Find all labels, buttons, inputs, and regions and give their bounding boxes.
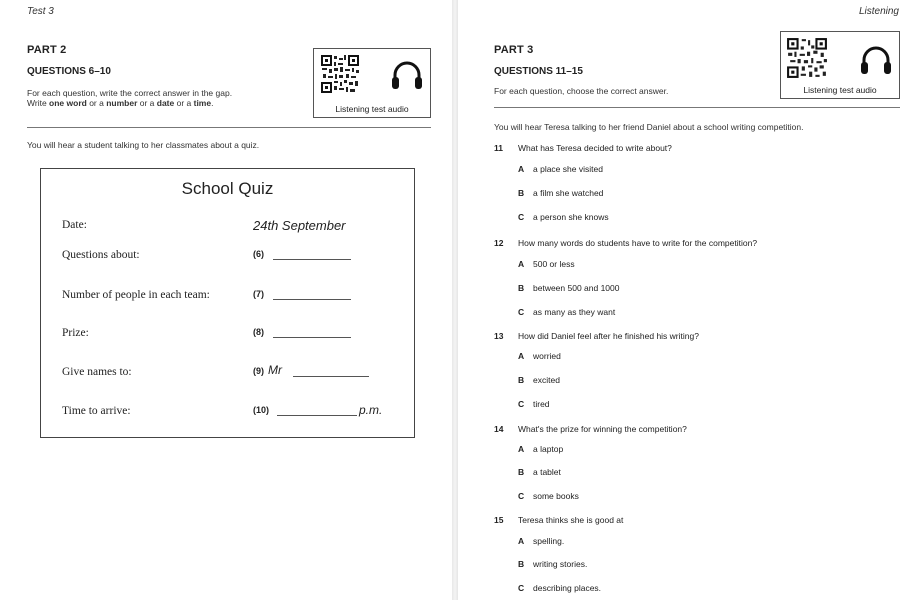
question-11-number: 11	[494, 143, 503, 153]
form-value-date: 24th September	[253, 218, 346, 233]
part-2-instruction-1: For each question, write the correct answer in the gap.	[27, 88, 233, 98]
left-page	[0, 0, 452, 600]
part-3-instruction: For each question, choose the correct answer.	[494, 86, 669, 96]
divider-left	[27, 127, 431, 128]
form-label-questions-about: Questions about:	[62, 249, 140, 261]
question-13-text: How did Daniel feel after he finished his writing?	[518, 331, 699, 341]
part-2-intro: You will hear a student talking to her classmates about a quiz.	[27, 140, 260, 150]
audio-label-left: Listening test audio	[335, 104, 409, 114]
answer-line-6[interactable]	[273, 259, 351, 260]
question-12-number: 12	[494, 238, 504, 248]
question-11-text: What has Teresa decided to write about?	[518, 143, 672, 153]
headphones-icon	[390, 59, 424, 91]
running-head-left: Test 3	[27, 6, 54, 17]
form-label-time-to-arrive: Time to arrive:	[62, 405, 131, 417]
gap-number-6: (6)	[253, 249, 264, 259]
part-3-heading: PART 3	[494, 44, 534, 56]
running-head-right: Listening	[858, 6, 899, 17]
question-13-number: 13	[494, 331, 504, 341]
question-12-text: How many words do students have to write for the competition?	[518, 238, 758, 248]
divider-right	[494, 107, 900, 108]
questions-11-15-heading: QUESTIONS 11–15	[494, 66, 583, 77]
audio-label-right: Listening test audio	[803, 85, 877, 95]
gap-number-10: (10)	[253, 405, 270, 415]
listening-audio-box[interactable]	[313, 48, 431, 118]
gap-9-prefix: Mr	[268, 363, 282, 377]
gap-number-7: (7)	[253, 289, 264, 299]
question-15-number: 15	[494, 515, 504, 525]
form-label-date: Date:	[62, 219, 87, 231]
answer-line-10[interactable]	[277, 415, 357, 416]
question-14-number: 14	[494, 424, 504, 434]
gap-number-8: (8)	[253, 327, 264, 337]
qr-code-icon[interactable]	[320, 54, 360, 94]
question-15-text: Teresa thinks she is good at	[518, 515, 624, 525]
answer-line-9[interactable]	[293, 376, 369, 377]
gap-10-suffix: p.m.	[359, 403, 383, 417]
form-label-prize: Prize:	[62, 327, 89, 339]
answer-line-7[interactable]	[273, 299, 351, 300]
form-label-give-names-to: Give names to:	[62, 366, 132, 378]
form-title: School Quiz	[181, 179, 274, 198]
qr-code-icon-right[interactable]	[786, 37, 828, 79]
school-quiz-form	[40, 168, 415, 438]
form-label-people-per-team: Number of people in each team:	[62, 289, 210, 301]
gap-number-9: (9)	[253, 366, 264, 376]
right-page: Listening PART 3 QUESTIONS 11–15 For each question, choose the correct answer. Listening test audio You will hear Teresa talking to her friend Daniel about a school writing competition. 11 What has Teresa decided to write about? A a place she visited B a film she watched C a person she knows 12 How many words do students have to write for the competition? A 500 or less B between 500 and 1000 C as many as they want 13 How did Daniel feel after he finished his writing? A worried B excited C tired 14 What's the prize for winning the competition? A a laptop B a tablet C some books 15 Teresa thinks she is good at A spelling. B writing stories. C describing places.	[458, 0, 911, 600]
answer-line-8[interactable]	[273, 337, 351, 338]
part-2-heading: PART 2	[27, 44, 67, 56]
part-3-intro: You will hear Teresa talking to her friend Daniel about a school writing competition.	[494, 122, 804, 132]
listening-audio-box-right[interactable]	[780, 31, 900, 99]
question-14-text: What's the prize for winning the competition?	[518, 424, 687, 434]
part-2-instruction-2: Write one word or a number or a date or a time.	[27, 98, 214, 108]
headphones-icon-right	[859, 44, 893, 76]
questions-6-10-heading: QUESTIONS 6–10	[27, 66, 111, 77]
